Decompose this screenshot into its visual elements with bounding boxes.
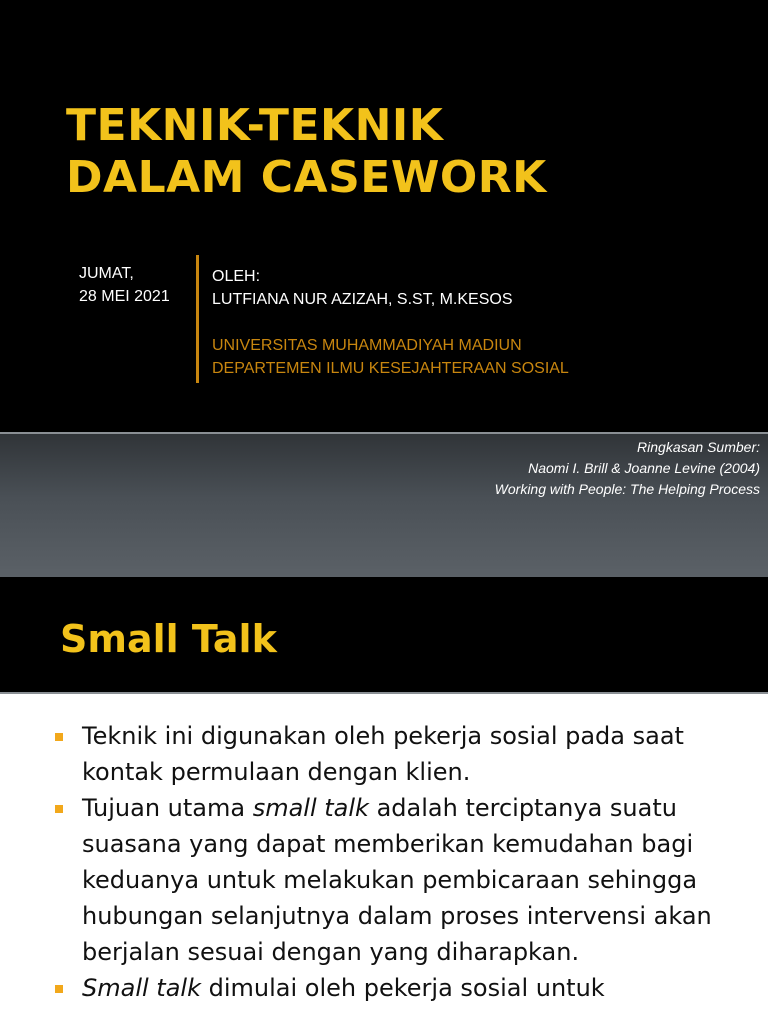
bullet-3-text-post: dimulai oleh pekerja sosial untuk	[200, 974, 605, 1002]
bullet-item-1	[0, 718, 768, 790]
date-block	[79, 262, 170, 308]
author-block	[212, 265, 569, 380]
bullet-2-text-post: adalah terciptanya suatu suasana yang dapat memberikan kemudahan bagi keduanya untuk melakukan pembicaraan sehingga hubungan selanjutnya dalam proses intervensi akan berjalan sesuai dengan yang diharapkan.	[82, 794, 712, 966]
bullet-item-2	[0, 790, 768, 970]
vertical-divider	[196, 255, 199, 383]
bullet-2-text-pre: Tujuan utama	[82, 794, 253, 822]
author-name: LUTFIANA NUR AZIZAH, S.ST, M.KESOS	[212, 291, 513, 308]
square-bullet-icon	[55, 733, 63, 741]
slide-title-line-2: DALAM CASEWORK	[66, 152, 547, 203]
bullet-item-3	[0, 970, 768, 1006]
source-title: Working with People: The Helping Process	[494, 481, 760, 497]
bullet-2-text-em: small talk	[252, 794, 369, 822]
date-day: JUMAT,	[79, 265, 134, 282]
source-block	[495, 437, 760, 500]
source-authors: Naomi I. Brill & Joanne Levine (2004)	[528, 460, 760, 476]
bullet-3-text-em: Small talk	[82, 974, 201, 1002]
author-spacer	[212, 311, 569, 334]
department-name: DEPARTEMEN ILMU KESEJAHTERAAN SOSIAL	[212, 360, 569, 377]
bullet-list	[0, 718, 768, 1006]
square-bullet-icon	[55, 985, 63, 993]
bullet-1-text: Teknik ini digunakan oleh pekerja sosial pada saat kontak permulaan dengan klien.	[82, 722, 684, 786]
small-talk-title: Small Talk	[60, 617, 277, 661]
slide-title	[66, 100, 547, 204]
source-label: Ringkasan Sumber:	[637, 439, 760, 455]
by-label: OLEH:	[212, 268, 261, 285]
small-talk-body	[0, 692, 768, 1024]
slide-title-line-1: TEKNIK-TEKNIK	[66, 100, 444, 151]
date-full: 28 MEI 2021	[79, 288, 170, 305]
square-bullet-icon	[55, 805, 63, 813]
university-name: UNIVERSITAS MUHAMMADIYAH MADIUN	[212, 337, 522, 354]
